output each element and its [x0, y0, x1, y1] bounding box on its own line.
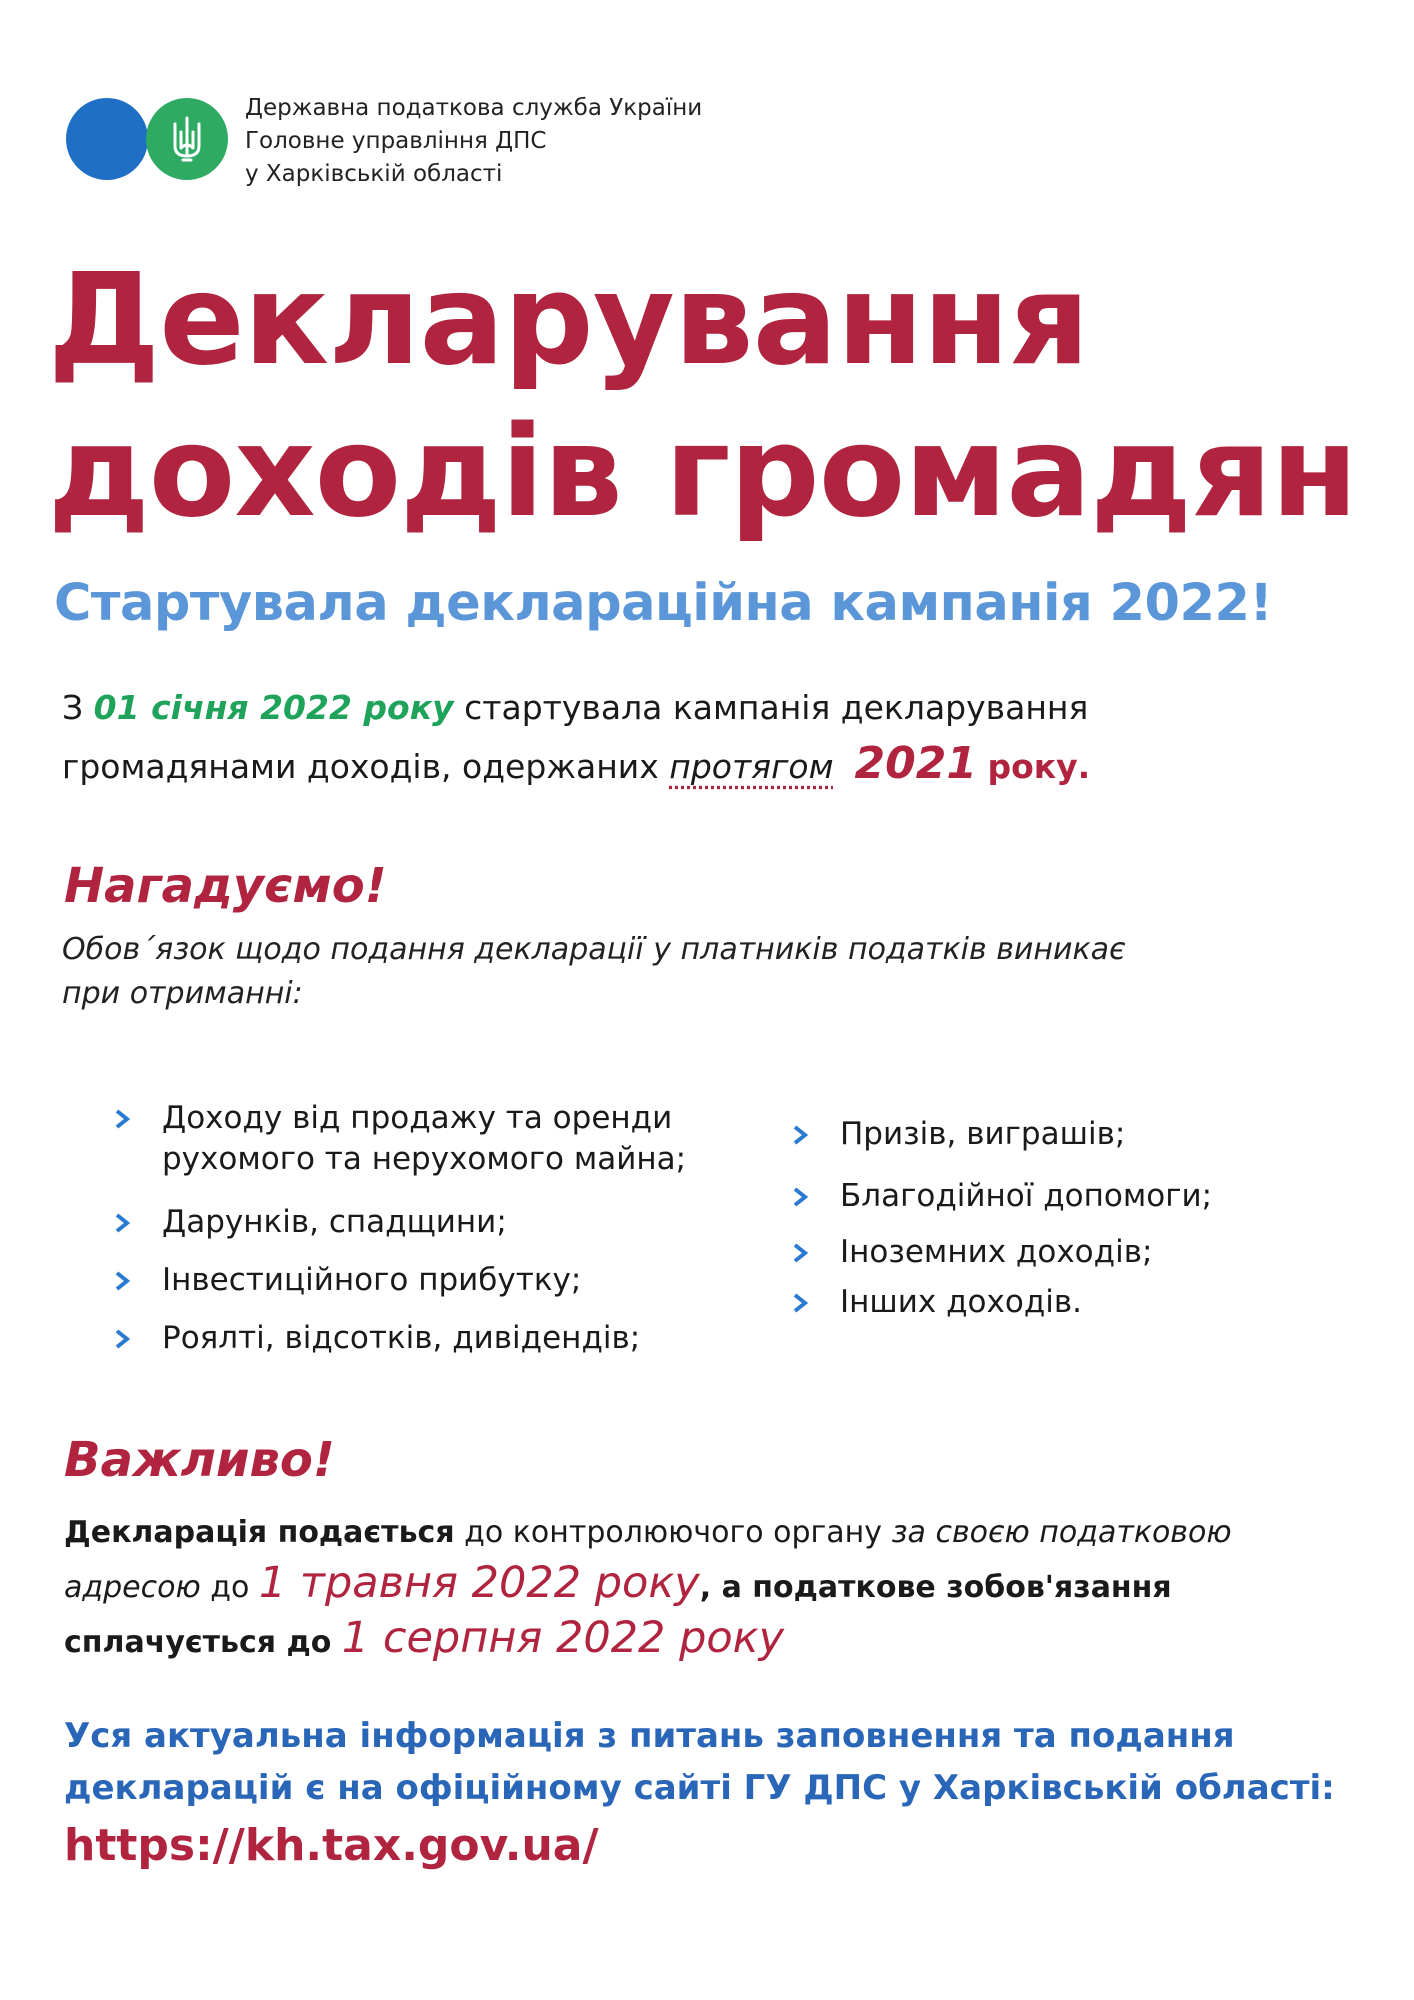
- intro-year: 2021: [854, 738, 977, 789]
- chevron-right-icon: [112, 1270, 134, 1292]
- remind-heading: Нагадуємо!: [64, 858, 387, 914]
- chevron-right-icon: [790, 1186, 812, 1208]
- declaration-paragraph: [64, 1508, 1232, 1668]
- chevron-right-icon: [112, 1108, 134, 1130]
- intro-paragraph: [62, 680, 1090, 795]
- income-list-right: [790, 1114, 1350, 1334]
- decl-submitted: Декларація подається: [64, 1515, 455, 1550]
- decl-paid-until: сплачується до: [64, 1625, 342, 1660]
- list-item-label: Благодійної допомоги;: [840, 1178, 1213, 1214]
- intro-text-1: стартувала кампанія декларування: [453, 688, 1089, 727]
- list-item-label: Призів, виграшів;: [840, 1116, 1126, 1152]
- chevron-right-icon: [790, 1124, 812, 1146]
- info-paragraph: [64, 1710, 1335, 1814]
- chevron-right-icon: [790, 1242, 812, 1264]
- organization-name: [245, 92, 702, 191]
- income-list-left: [112, 1098, 752, 1378]
- decl-payment-date: 1 серпня 2022 року: [341, 1613, 785, 1663]
- remind-line-2: при отриманні:: [62, 976, 303, 1011]
- important-heading: Важливо!: [64, 1432, 335, 1488]
- list-item-label: Інших доходів.: [840, 1284, 1083, 1320]
- page-title: [48, 244, 1357, 548]
- remind-text: [62, 928, 1125, 1016]
- intro-suffix: року.: [987, 747, 1091, 786]
- decl-address: адресою: [64, 1570, 201, 1605]
- list-item-label: Роялті, відсотків, дивідендів;: [162, 1320, 641, 1356]
- dps-logo-blue-circle: [66, 98, 148, 180]
- list-item-label: Дарунків, спадщини;: [162, 1204, 507, 1240]
- list-item-line-1: Доходу від продажу та оренди: [162, 1100, 673, 1136]
- subtitle: Стартувала деклараційна кампанія 2022!: [54, 574, 1273, 633]
- decl-obligation: , а податкове зобов'язання: [699, 1570, 1172, 1605]
- website-link[interactable]: https://kh.tax.gov.ua/: [64, 1820, 599, 1871]
- list-item-label: Інвестиційного прибутку;: [162, 1262, 582, 1298]
- info-line-2: декларацій є на офіційному сайті ГУ ДПС у Харківській області:: [64, 1768, 1335, 1808]
- decl-to-authority: до контролюючого органу: [454, 1515, 892, 1550]
- chevron-right-icon: [112, 1212, 134, 1234]
- trident-emblem-icon: [146, 98, 228, 180]
- list-item-label: Іноземних доходів;: [840, 1234, 1153, 1270]
- org-line-1: Державна податкова служба України: [245, 95, 703, 121]
- list-item-line-2: рухомого та нерухомого майна;: [162, 1141, 687, 1177]
- org-line-3: у Харківській області: [245, 161, 503, 187]
- title-line-2: доходів громадян: [48, 398, 1358, 545]
- info-line-1: Уся актуальна інформація з питань заповнення та подання: [64, 1716, 1235, 1756]
- remind-line-1: Обов´язок щодо подання декларації у платників податків виникає: [62, 932, 1126, 967]
- decl-deadline-date: 1 травня 2022 року: [258, 1558, 700, 1608]
- title-line-1: Декларування: [48, 246, 1089, 393]
- intro-text-2: громадянами доходів, одержаних: [62, 747, 670, 786]
- decl-until: до: [200, 1570, 259, 1605]
- chevron-right-icon: [112, 1328, 134, 1350]
- org-line-2: Головне управління ДПС: [245, 128, 547, 154]
- intro-during: протягом: [669, 747, 834, 786]
- decl-tax-address: за своєю податковою: [891, 1515, 1232, 1550]
- intro-start-date: 01 січня 2022 року: [93, 688, 454, 727]
- intro-prefix: З: [62, 688, 94, 727]
- chevron-right-icon: [790, 1292, 812, 1314]
